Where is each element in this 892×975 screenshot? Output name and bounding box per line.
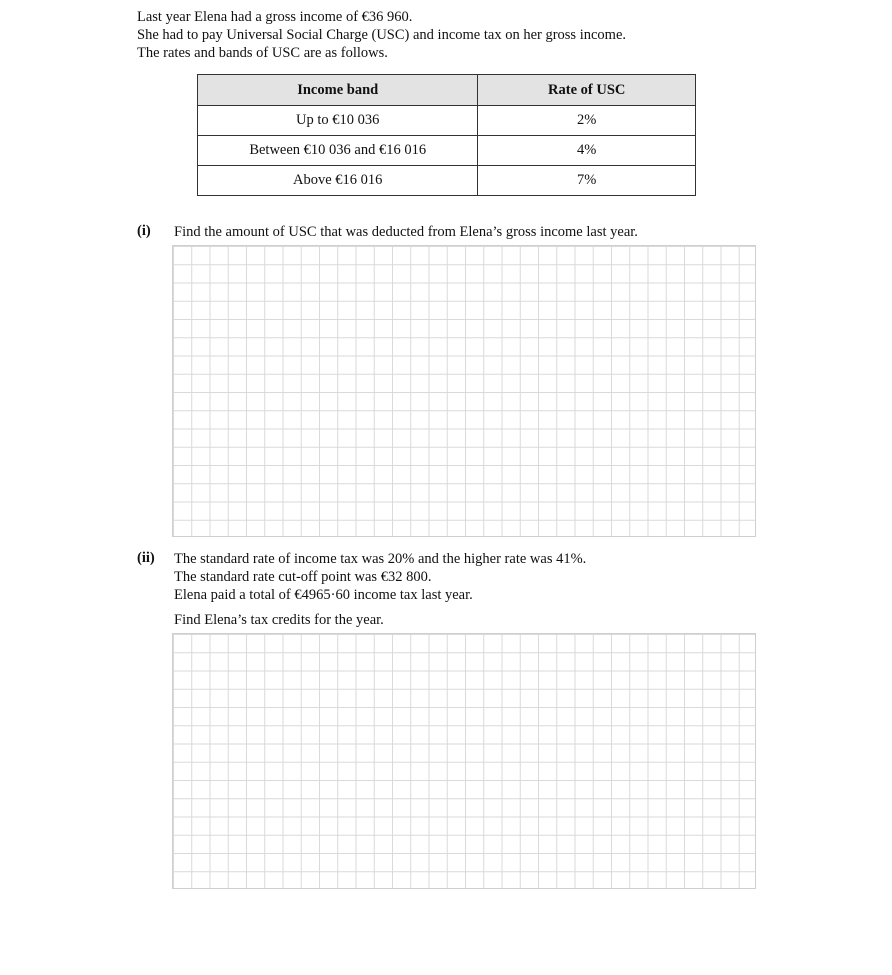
intro-line-3: The rates and bands of USC are as follows.	[137, 45, 388, 61]
income-band-cell: Between €10 036 and €16 016	[198, 136, 478, 166]
intro-line-1: Last year Elena had a gross income of €36 960.	[137, 9, 413, 25]
part-ii-line-3: Elena paid a total of €4965·60 income tax last year.	[174, 587, 473, 603]
header-rate-of-usc: Rate of USC	[478, 75, 696, 106]
part-ii-line-1: The standard rate of income tax was 20% and the higher rate was 41%.	[174, 551, 587, 567]
table-row	[198, 166, 696, 196]
income-band-cell: Up to €10 036	[198, 106, 478, 136]
part-ii-line-2: The standard rate cut-off point was €32 800.	[174, 569, 432, 585]
table-header-row	[198, 75, 696, 106]
part-ii-question	[174, 550, 586, 604]
table-row	[198, 106, 696, 136]
answer-grid-part-i[interactable]	[172, 245, 756, 537]
rate-cell: 4%	[478, 136, 696, 166]
part-ii-label: (ii)	[137, 550, 155, 566]
intro-line-2: She had to pay Universal Social Charge (USC) and income tax on her gross income.	[137, 27, 626, 43]
question-intro	[137, 8, 626, 62]
answer-grid-part-ii[interactable]	[172, 633, 756, 889]
usc-rates-table	[197, 74, 696, 196]
part-i-question: Find the amount of USC that was deducted from Elena’s gross income last year.	[174, 224, 638, 240]
income-band-cell: Above €16 016	[198, 166, 478, 196]
part-ii-instruction: Find Elena’s tax credits for the year.	[174, 612, 384, 628]
rate-cell: 2%	[478, 106, 696, 136]
rate-cell: 7%	[478, 166, 696, 196]
table-row	[198, 136, 696, 166]
header-income-band: Income band	[198, 75, 478, 106]
part-i-label: (i)	[137, 223, 151, 239]
